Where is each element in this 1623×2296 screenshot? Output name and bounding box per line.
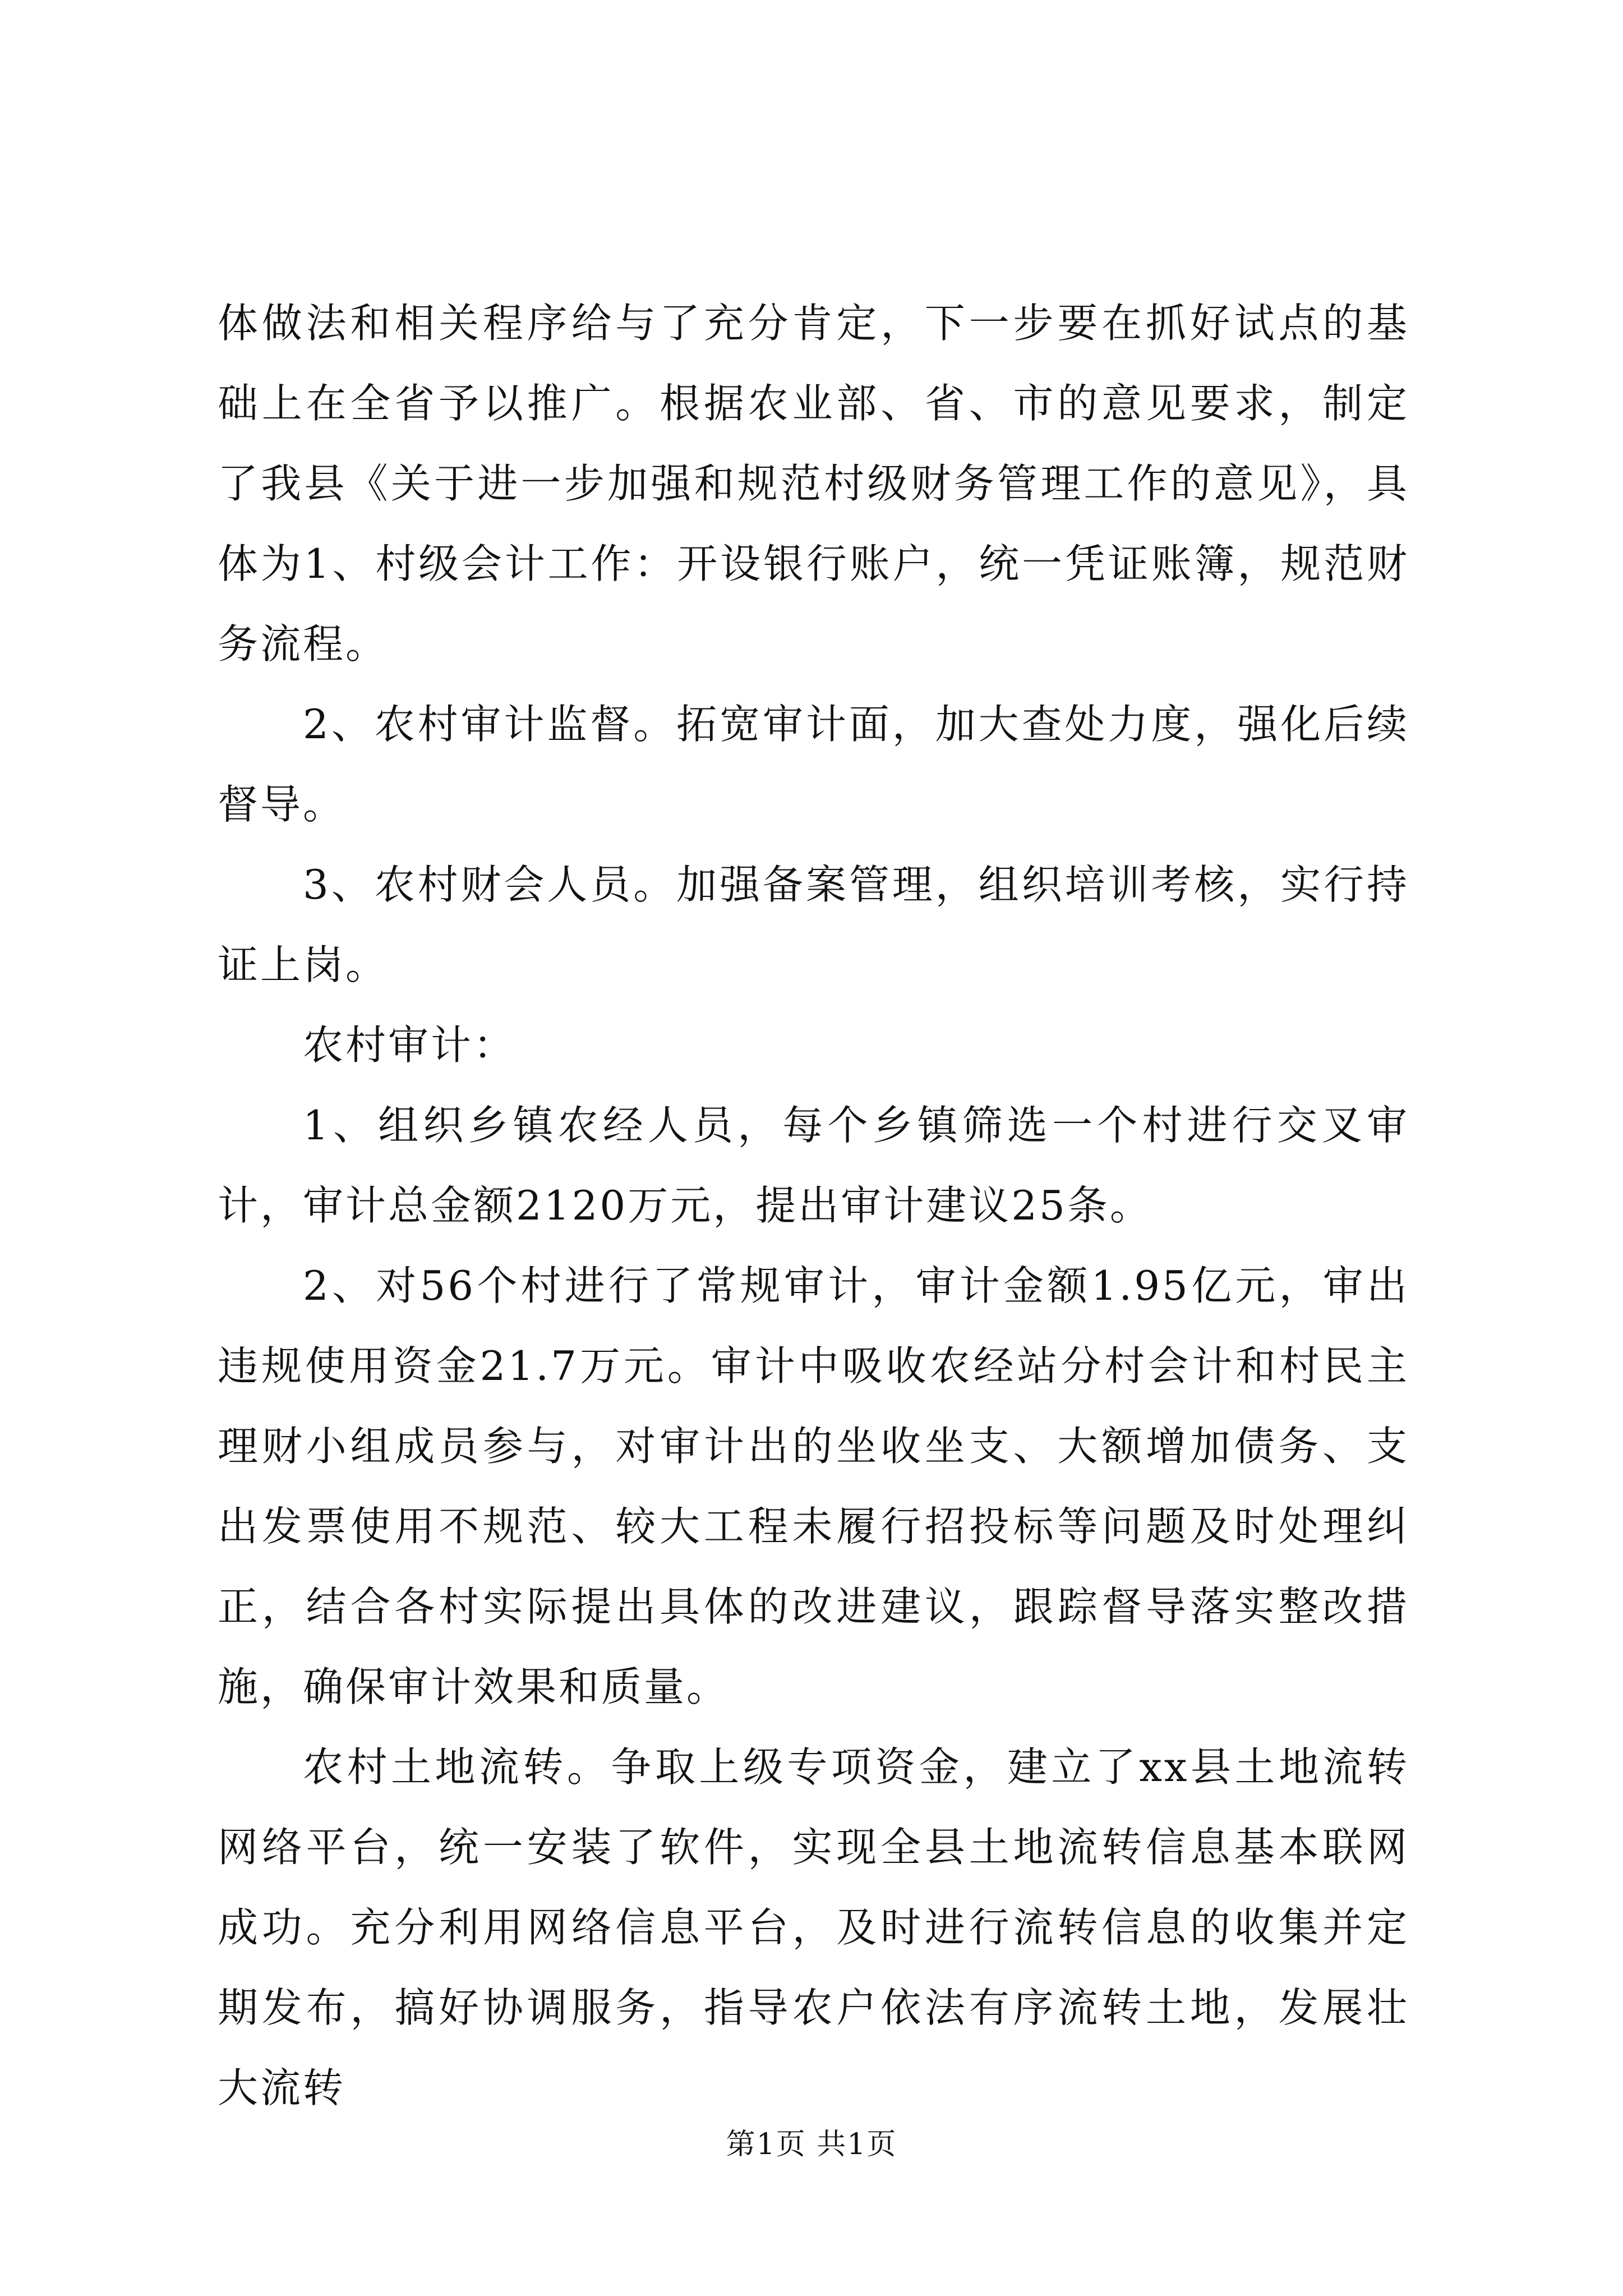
paragraph-3: 3、农村财会人员。加强备案管理，组织培训考核，实行持证上岗。 (218, 861, 1409, 988)
paragraph-1: 体做法和相关程序给与了充分肯定，下一步要在抓好试点的基础上在全省予以推广。根据农业部、省、市的意见要求，制定了我县《关于进一步加强和规范村级财务管理工作的意见》，具体为1、村级会计工作：开设银行账户，统一凭证账簿，规范财务流程。 (218, 300, 1409, 668)
paragraph-7: 农村土地流转。争取上级专项资金，建立了xx县土地流转网络平台，统一安装了软件，实现全县土地流转信息基本联网成功。充分利用网络信息平台，及时进行流转信息的收集并定期发布，搞好协调服务，指导农户依法有序流转土地，发展壮大流转 (218, 1743, 1409, 2111)
paragraph-5: 1、组织乡镇农经人员，每个乡镇筛选一个村进行交叉审计，审计总金额2120万元，提出审计建议25条。 (218, 1102, 1409, 1229)
document-body (218, 283, 1409, 2128)
paragraph-6: 2、对56个村进行了常规审计，审计金额1.95亿元，审出违规使用资金21.7万元。审计中吸收农经站分村会计和村民主理财小组成员参与，对审计出的坐收坐支、大额增加债务、支出发票使用不规范、较大工程未履行招投标等问题及时处理纠正，结合各村实际提出具体的改进建议，跟踪督导落实整改措施，确保审计效果和质量。 (218, 1262, 1409, 1710)
paragraph-2: 2、农村审计监督。拓宽审计面，加大查处力度，强化后续督导。 (218, 701, 1409, 828)
page-footer: 第1页 共1页 (726, 2128, 897, 2161)
paragraph-4-heading: 农村审计： (303, 1022, 517, 1069)
